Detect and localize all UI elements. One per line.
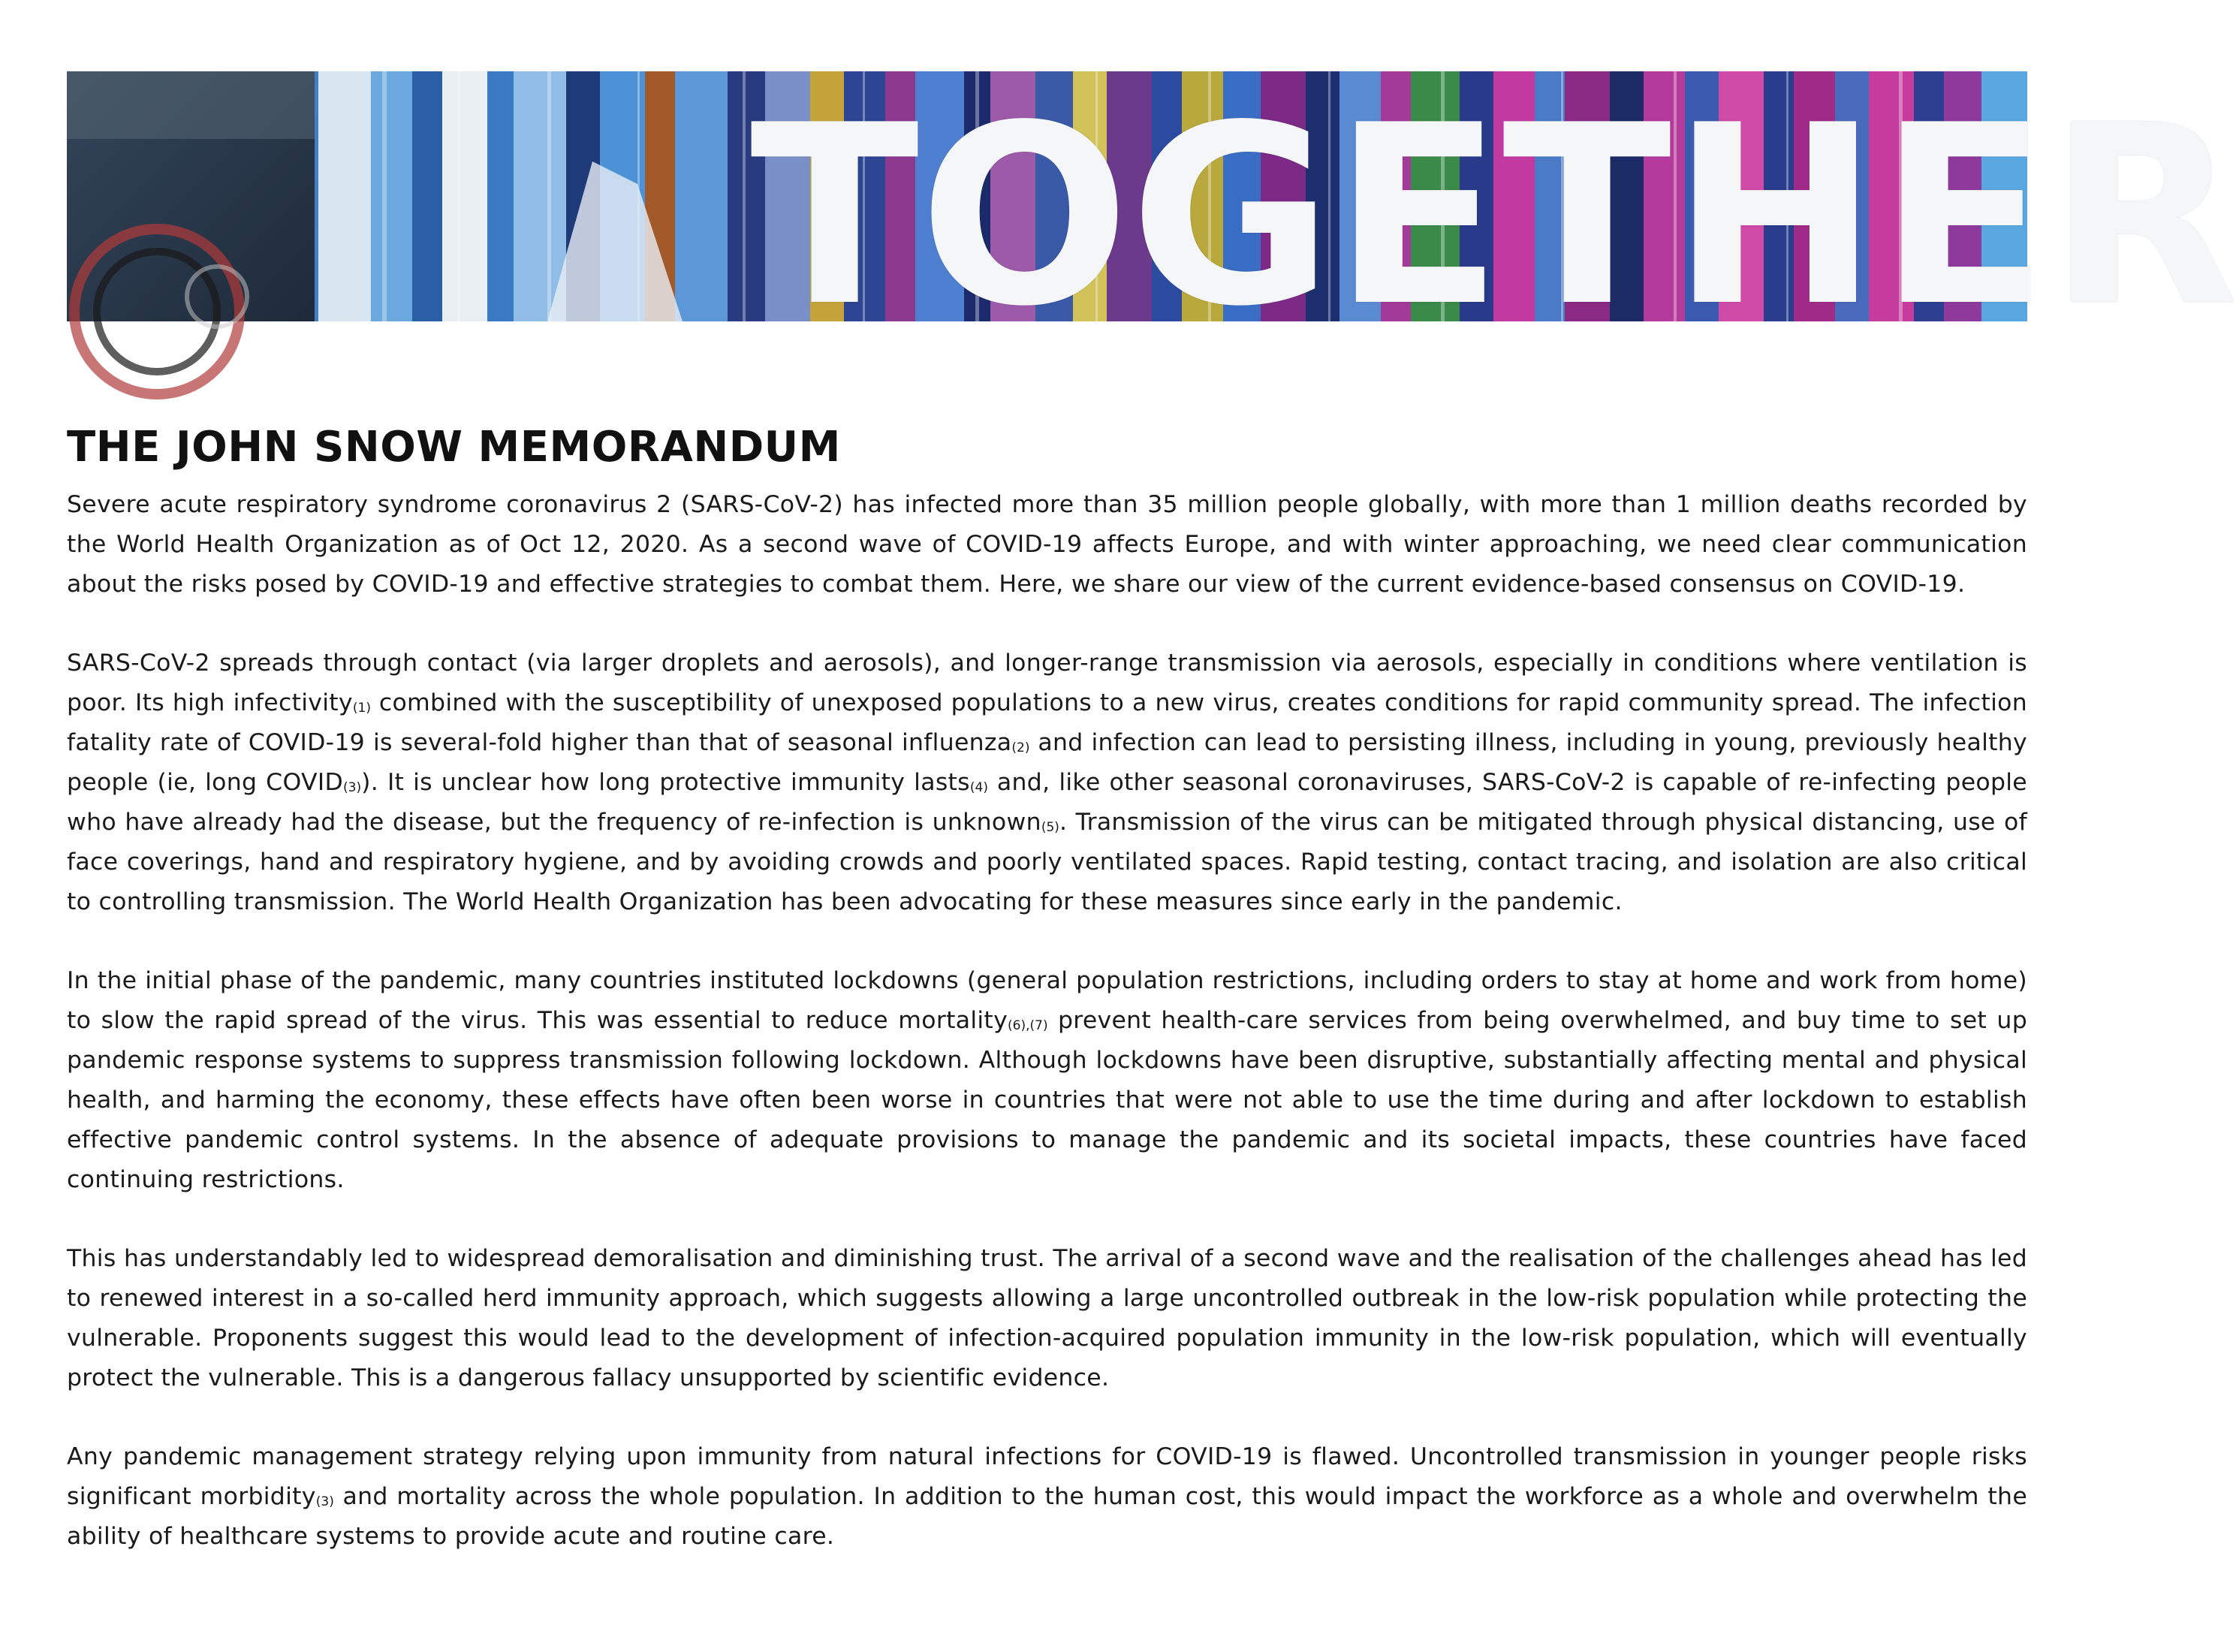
paragraph-intro: Severe acute respiratory syndrome coronavirus 2 (SARS-CoV-2) has infected more than 35 million people globally, with more than 1 million deaths recorded by the World Health Organization as of Oct 12, 2020. As a second wave of COVID-19 affects Europe, and with winter approaching, we need clear communication about the risks posed by COVID-19 and effective strategies to combat them. Here, we share our view of the current evidence-based consensus on COVID-19. [67, 491, 2027, 598]
paragraph-text: combined with the susceptibility of unexposed populations to a new virus, creates conditions for rapid community spread. The infection fatality rate of COVID-19 is several-fold higher than that of seasonal influenza [67, 689, 2027, 756]
page-title: THE JOHN SNOW MEMORANDUM [67, 423, 841, 472]
banner-together-text [750, 72, 2239, 360]
paragraph-lockdowns [67, 961, 2027, 1200]
paragraph-text: . Transmission of the virus can be mitigated through physical distancing, use of face coverings, hand and respiratory hygiene, and by avoiding crowds and poorly ventilated spaces. Rapid testing, contact tracing, and isolation are also critical to controlling transmission. The World Health Organization has been advocating for these measures since early in the pandemic. [67, 809, 2027, 915]
banner-letter: G [1129, 72, 1333, 360]
banner-image [67, 71, 2239, 360]
paragraph-text: In the initial phase of the pandemic, many countries instituted lockdowns (general population restrictions, including orders to stay at home and work from home) to slow the rapid spread of the virus. This was essential to reduce mortality [67, 967, 2027, 1034]
reference-marker[interactable]: (3) [315, 1494, 334, 1509]
banner-letter: O [919, 72, 1130, 360]
banner-letter: H [1671, 72, 1879, 360]
paragraph-herd-immunity: This has understandably led to widespread demoralisation and diminishing trust. The arrival of a second wave and the realisation of the challenges ahead has led to renewed interest in a so-called herd immunity approach, which suggests allowing a large uncontrolled outbreak in the low-risk population while protecting the vulnerable. Proponents suggest this would lead to the development of infection-acquired population immunity in the low-risk population, which will eventually protect the vulnerable. This is a dangerous fallacy unsupported by scientific evidence. [67, 1245, 2027, 1391]
reference-marker[interactable]: (5) [1041, 820, 1059, 835]
reference-marker[interactable]: (3) [343, 780, 362, 795]
paragraph-strategy [67, 1437, 2027, 1557]
paragraph-text: and infection can lead to persisting illness, including in young, previously healthy people (ie, long COVID [67, 729, 2028, 796]
paragraph-transmission [67, 644, 2027, 922]
paragraph-text: Any pandemic management strategy relying upon immunity from natural infections for COVID-19 is flawed. Uncontrolled transmission in younger people risks significant morbidity [67, 1443, 2027, 1510]
memorandum-body [67, 421, 2027, 1557]
banner-letter: R [2048, 72, 2239, 360]
paragraph-text: and, like other seasonal coronaviruses, SARS-CoV-2 is capable of re-infecting people who have already had the disease, but the frequency of re-infection is unknown [67, 769, 2027, 836]
paragraph-text: and mortality across the whole population. In addition to the human cost, this would impact the workforce as a whole and overwhelm the ability of healthcare systems to provide acute and routine care. [67, 1483, 2028, 1550]
banner-letter: E [1879, 72, 2048, 360]
banner-letter: T [1502, 72, 1672, 360]
reference-marker[interactable]: (1) [352, 701, 371, 716]
paragraph-text: ). It is unclear how long protective immunity lasts [361, 769, 970, 796]
reference-marker[interactable]: (6),(7) [1008, 1018, 1048, 1033]
paragraph-text: prevent health-care services from being overwhelmed, and buy time to set up pandemic response systems to suppress transmission following lockdown. Although lockdowns have been disruptive, substantially affecting mental and physical health, and harming the economy, these effects have often been worse in countries that were not able to use the time during and after lockdown to establish effective pandemic control systems. In the absence of adequate provisions to manage the pandemic and its societal impacts, these countries have faced continuing restrictions. [67, 1007, 2027, 1193]
reference-marker[interactable]: (2) [1011, 740, 1030, 755]
paragraph-text: SARS-CoV-2 spreads through contact (via larger droplets and aerosols), and longer-range transmission via aerosols, especially in conditions where ventilation is poor. Its high infectivity [67, 650, 2027, 716]
reference-marker[interactable]: (4) [969, 780, 988, 795]
banner-letter: T [750, 72, 920, 360]
banner-letter: E [1333, 72, 1502, 360]
